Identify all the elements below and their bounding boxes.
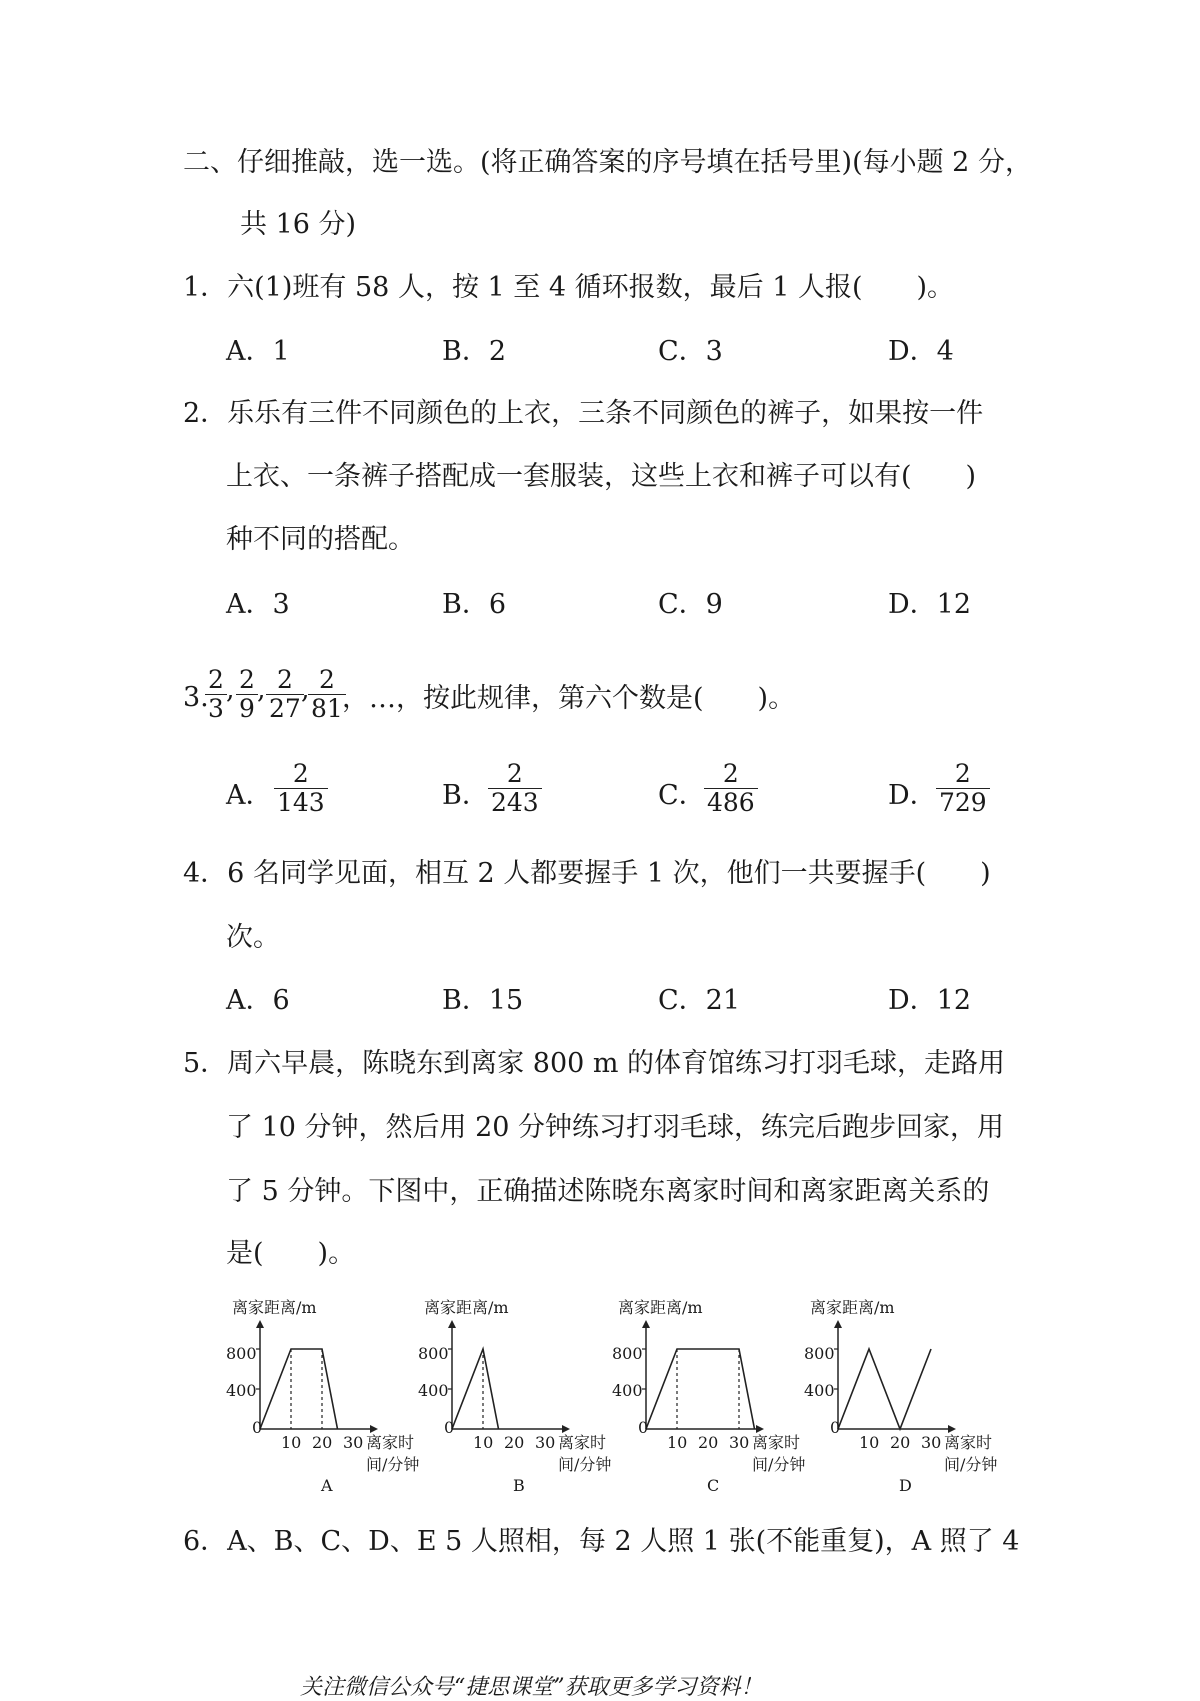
graph-b-ytick-400: 400 — [418, 1381, 449, 1400]
distance-time-line — [452, 1349, 499, 1429]
section-heading: 二、仔细推敲，选一选。(将正确答案的序号填在括号里)(每小题 2 分， — [183, 147, 1032, 178]
footer-note: 关注微信公众号“捷思课堂”获取更多学习资料！ — [300, 1675, 763, 1700]
distance-time-line — [646, 1349, 755, 1429]
graph-c-xtick-30: 30 — [729, 1433, 750, 1452]
question-5-line-4: 是( )。 — [226, 1238, 356, 1269]
graph-option-b — [418, 1290, 618, 1495]
graph-c-ytick-800: 800 — [612, 1344, 643, 1363]
q1-option-b: B．2 — [442, 336, 507, 367]
graph-c-xlabel-2: 间/分钟 — [752, 1455, 806, 1474]
question-6-line-1: 6．A、B、C、D、E 5 人照相，每 2 人照 1 张(不能重复)，A 照了 4 — [183, 1526, 1020, 1557]
graph-c-ytick-400: 400 — [612, 1381, 643, 1400]
graph-a-xlabel-2: 间/分钟 — [366, 1455, 420, 1474]
graph-a-label: A — [321, 1476, 333, 1495]
q2-option-c: C．9 — [658, 589, 723, 620]
q3-comma-1: , — [226, 674, 235, 705]
x-axis-arrow — [562, 1425, 570, 1433]
graph-b-xtick-20: 20 — [504, 1433, 525, 1452]
graph-d-xtick-30: 30 — [921, 1433, 942, 1452]
q4-option-c: C．21 — [658, 985, 741, 1016]
question-5-line-2: 了 10 分钟，然后用 20 分钟练习打羽毛球，练完后跑步回家，用 — [226, 1112, 1005, 1143]
distance-time-line — [260, 1349, 338, 1429]
q3-option-c-fraction: $\frac{2}{486}$ — [704, 760, 758, 817]
graph-c-xlabel-1: 离家时 — [752, 1433, 801, 1452]
graph-b-ytick-0: 0 — [444, 1418, 455, 1437]
question-3-number: 3. — [183, 682, 209, 713]
graph-c-ylabel: 离家距离/m — [618, 1298, 703, 1317]
graph-d-xlabel-1: 离家时 — [944, 1433, 993, 1452]
graph-b-xtick-10: 10 — [473, 1433, 494, 1452]
q3-option-a-fraction: $\frac{2}{143}$ — [274, 760, 328, 817]
graph-a-xtick-30: 30 — [343, 1433, 364, 1452]
question-2-line-2: 上衣、一条裤子搭配成一套服装，这些上衣和裤子可以有( ) — [226, 461, 977, 492]
graph-d-xtick-20: 20 — [890, 1433, 911, 1452]
q3-option-b-fraction: $\frac{2}{243}$ — [488, 760, 542, 817]
x-axis-arrow — [756, 1425, 764, 1433]
q3-comma-2: , — [257, 674, 266, 705]
graph-d-ytick-800: 800 — [804, 1344, 835, 1363]
graph-a-ytick-0: 0 — [252, 1418, 263, 1437]
q3-seq-fraction-4: $\frac{2}{81}$ — [308, 666, 346, 723]
graph-c-ytick-0: 0 — [638, 1418, 649, 1437]
y-axis-arrow — [642, 1320, 650, 1328]
graph-option-d — [804, 1290, 1004, 1495]
q4-option-b: B．15 — [442, 985, 524, 1016]
graph-d-xlabel-2: 间/分钟 — [944, 1455, 998, 1474]
graph-b-xlabel-1: 离家时 — [558, 1433, 607, 1452]
q4-option-d: D．12 — [888, 985, 972, 1016]
graph-option-a — [226, 1290, 426, 1495]
q3-option-a-label: A． — [226, 780, 273, 811]
q3-option-c-label: C． — [658, 780, 706, 811]
graph-d-ylabel: 离家距离/m — [810, 1298, 895, 1317]
graph-a-xtick-10: 10 — [281, 1433, 302, 1452]
q3-seq-fraction-3: $\frac{2}{27}$ — [266, 666, 304, 723]
graph-c-label: C — [707, 1476, 720, 1495]
question-5-line-1: 5．周六早晨，陈晓东到离家 800 m 的体育馆练习打羽毛球，走路用 — [183, 1048, 1006, 1079]
graph-a-ytick-800: 800 — [226, 1344, 257, 1363]
graph-option-c — [612, 1290, 812, 1495]
graph-d-ytick-400: 400 — [804, 1381, 835, 1400]
y-axis-arrow — [256, 1320, 264, 1328]
q1-option-c: C．3 — [658, 336, 723, 367]
question-2-line-3: 种不同的搭配。 — [226, 524, 415, 555]
question-3-text: ，…，按此规律，第六个数是( )。 — [342, 683, 796, 714]
y-axis-arrow — [448, 1320, 456, 1328]
q1-option-a: A．1 — [226, 336, 290, 367]
graph-d-label: D — [899, 1476, 912, 1495]
graph-b-xtick-30: 30 — [535, 1433, 556, 1452]
q4-option-a: A．6 — [226, 985, 290, 1016]
x-axis-arrow — [948, 1425, 956, 1433]
y-axis-arrow — [834, 1320, 842, 1328]
graph-c-xtick-20: 20 — [698, 1433, 719, 1452]
graph-a-ylabel: 离家距离/m — [232, 1298, 317, 1317]
q3-option-b-label: B． — [442, 780, 489, 811]
q3-option-d-label: D． — [888, 780, 937, 811]
q2-option-a: A．3 — [226, 589, 290, 620]
distance-time-line — [838, 1349, 931, 1429]
graph-a-xtick-20: 20 — [312, 1433, 333, 1452]
graph-a-ytick-400: 400 — [226, 1381, 257, 1400]
q2-option-d: D．12 — [888, 589, 972, 620]
q3-seq-fraction-1: $\frac{2}{3}$ — [205, 666, 227, 723]
q1-option-d: D．4 — [888, 336, 954, 367]
question-4-line-2: 次。 — [226, 922, 280, 953]
question-2-line-1: 2．乐乐有三件不同颜色的上衣，三条不同颜色的裤子，如果按一件 — [183, 398, 984, 429]
q3-seq-fraction-2: $\frac{2}{9}$ — [236, 666, 258, 723]
graph-b-xlabel-2: 间/分钟 — [558, 1455, 612, 1474]
graph-b-label: B — [513, 1476, 525, 1495]
q2-option-b: B．6 — [442, 589, 507, 620]
graph-a-xlabel-1: 离家时 — [366, 1433, 415, 1452]
graph-d-xtick-10: 10 — [859, 1433, 880, 1452]
q3-option-d-fraction: $\frac{2}{729}$ — [936, 760, 990, 817]
section-heading-cont: 共 16 分) — [240, 209, 357, 240]
question-5-line-3: 了 5 分钟。下图中，正确描述陈晓东离家时间和离家距离关系的 — [226, 1176, 990, 1207]
graph-c-xtick-10: 10 — [667, 1433, 688, 1452]
x-axis-arrow — [370, 1425, 378, 1433]
question-4-line-1: 4．6 名同学见面，相互 2 人都要握手 1 次，他们一共要握手( ) — [183, 858, 991, 889]
question-1-text: 1．六(1)班有 58 人，按 1 至 4 循环报数，最后 1 人报( )。 — [183, 272, 955, 303]
graph-d-ytick-0: 0 — [830, 1418, 841, 1437]
q3-comma-3: , — [301, 674, 310, 705]
graph-b-ylabel: 离家距离/m — [424, 1298, 509, 1317]
graph-b-ytick-800: 800 — [418, 1344, 449, 1363]
